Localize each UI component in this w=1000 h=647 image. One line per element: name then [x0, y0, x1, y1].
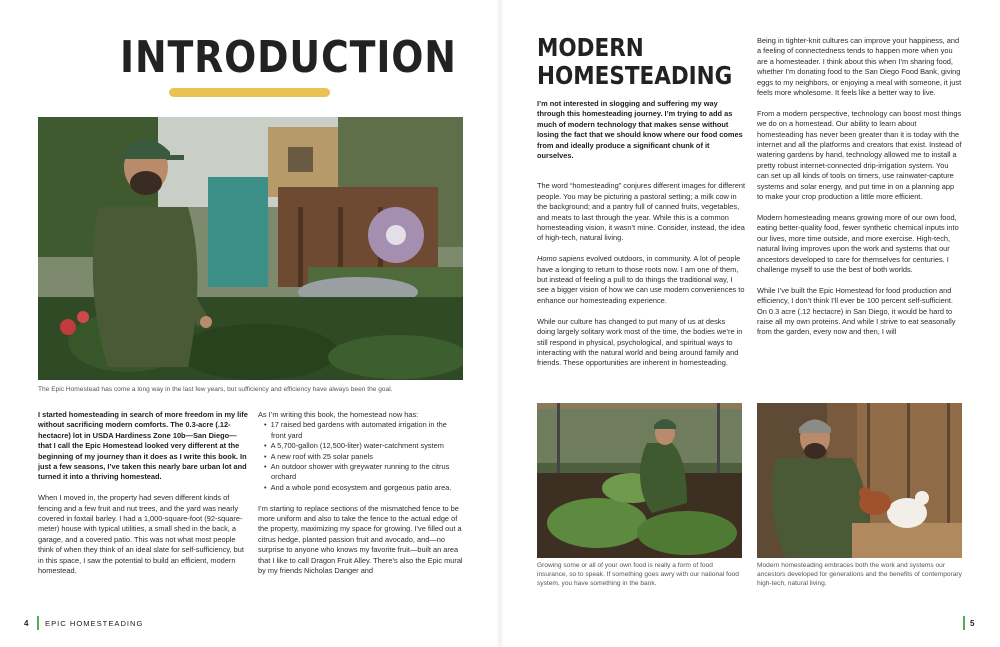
homestead-features-list: [258, 420, 463, 493]
page-heading-introduction: INTRODUCTION: [120, 32, 457, 83]
heading-accent-bar: [169, 88, 330, 97]
list-item: • A new roof with 25 solar panels: [258, 452, 463, 462]
body-paragraph: Being in tighter-knit cultures can improve your happiness, and a feeling of connectedness tends to happen more when you are a homesteader. I think about this when I’m sharing food, whether I’m donating food to the San Diego Food Bank, giving eggs to my neighbors, or enjoying a meal with someone, it just feels more wholesome. It feels like a better way to live.: [757, 36, 962, 98]
right-column-2: [757, 36, 962, 348]
running-title: EPIC HOMESTEADING: [45, 619, 144, 628]
paragraph-text: evolved outdoors, in community. A lot of people have a longing to return to those roots now. I am one of them, but instead of feeling a pull to do things the traditional way, I see a bigger vision of how we can use modern conveniences to enhance our homesteading experience.: [537, 254, 745, 305]
footer-rule-right: [963, 616, 965, 630]
body-paragraph: The word “homesteading” conjures different images for different people. You may be picturing a pastoral setting; a milk cow in the background; and a pantry full of canned fruits, vegetables, and meats to last through the year. While this is a common homesteading vision, it wasn’t mine. Consider, instead, the idea of high-tech, natural living.: [537, 181, 746, 243]
main-garden-photo: [38, 117, 463, 380]
right-column-1: [537, 99, 745, 379]
harvest-photo: [537, 403, 742, 558]
body-paragraph: I’m starting to replace sections of the mismatched fence to be more uniform and also to take the fence to the actual edge of the property, maximizing my space for growing. I’ve filled out a citrus hedge, planted passion fruit and avocado, and—no surprise to anyone who knows my favorite fruit—built an area that I like to call Dragon Fruit Alley. There’s also the Epic mural by my friends Nicholas Danger and: [258, 503, 463, 576]
list-item: • And a whole pond ecosystem and gorgeous patio area.: [258, 483, 463, 493]
chickens-photo-caption: Modern homesteading embraces both the work and systems our ancestors developed for generations and the benefits of contemporary high-tech, natural living.: [757, 562, 962, 587]
main-photo-caption: The Epic Homestead has come a long way in the last few years, but sufficiency and efficiency have always been the goal.: [38, 386, 393, 393]
left-column-1: [38, 410, 248, 587]
page-heading-modern-homesteading: MODERN HOMESTEADING: [537, 33, 733, 90]
body-paragraph: [537, 254, 745, 306]
body-paragraph: While I’ve built the Epic Homestead for food production and efficiency, I don’t think I’ll ever be 100 percent self-sufficient. On 0.3 acre (.12 hectacre) in San Diego, it would be hard to raise all my own proteins. And while I strive to eat seasonally from the garden, every now and then, I will: [757, 285, 956, 337]
body-paragraph: While our culture has changed to put many of us at desks doing largely solitary work most of the time, the bodies we’re in still respond in physical, psychological, and spiritual ways to interacting with the natural world and being around family and friends. These opportunities are inherent in homesteading.: [537, 316, 743, 368]
left-column-2: [258, 410, 463, 587]
footer-rule-left: [37, 616, 39, 630]
emphasis-text: Homo sapiens: [537, 254, 585, 264]
list-item: • An outdoor shower with greywater running to the citrus orchard: [258, 462, 463, 483]
body-paragraph: When I moved in, the property had seven different kinds of fencing and a few fruit and nut trees, and the yard was nearly covered in foxtail barley. I had a 1,000-square-foot (92-square-meter) house with typical utilities, a small shed in the back, a garage, and a covered patio. This was not what most people think of when they think of an ideal slate for self-sufficiency, but in this space, I saw the potential to build an efficient, modern homestead.: [38, 493, 244, 576]
harvest-photo-caption: Growing some or all of your own food is really a form of food insurance, so to speak. If something goes awry with our national food system, you have something in the bank.: [537, 562, 739, 587]
intro-lead-paragraph: I started homesteading in search of more freedom in my life without sacrificing modern comforts. The 0.3-acre (.12-hectacre) lot in USDA Hardiness Zone 10b—San Diego—that I call the Epic Homestead looked very different at the beginning of my journey than it does as I write this book. In just a few seasons, I’ve taken this nearly bare urban lot and turned it into a thriving homestead.: [38, 410, 248, 482]
body-paragraph: From a modern perspective, technology can boost most things we do on a homestead. Our ability to learn about homesteading has never been greater than it is today with the internet and all the platforms and creators that exist. Instead of watering gardens by hand, technology allowed me to install a pretty robust internet-connected drip-irrigation system. You can set up all kinds of tools on timers, use rainwater-capture systems and solar energy, and put time in on a planning app to make your crop production a little more efficient.: [757, 108, 962, 202]
page-number-left: 4: [24, 619, 29, 628]
list-intro: As I’m writing this book, the homestead now has:: [258, 410, 419, 419]
page-number-right: 5: [970, 619, 975, 628]
list-item: • 17 raised bed gardens with automated irrigation in the front yard: [258, 420, 463, 441]
book-gutter: [496, 0, 504, 647]
modern-lead-paragraph: I’m not interested in slogging and suffering my way through this homesteading journey. I’m trying to add as much of modern technology that makes sense without losing the fact that we should know where our food comes from and ideally produce a significant chunk of it ourselves.: [537, 99, 743, 161]
list-item: • A 5,700-gallon (12,500-liter) water-catchment system: [258, 441, 463, 451]
body-paragraph: Modern homesteading means growing more of our own food, eating better-quality food, fewer synthetic chemical inputs into our lives, more time outside, and more exercise. High-tech, natural living improves upon the work and systems that our ancestors developed to care for themselves for centuries. I challenge myself to use the best of both worlds.: [757, 212, 959, 274]
chickens-photo: [757, 403, 962, 558]
